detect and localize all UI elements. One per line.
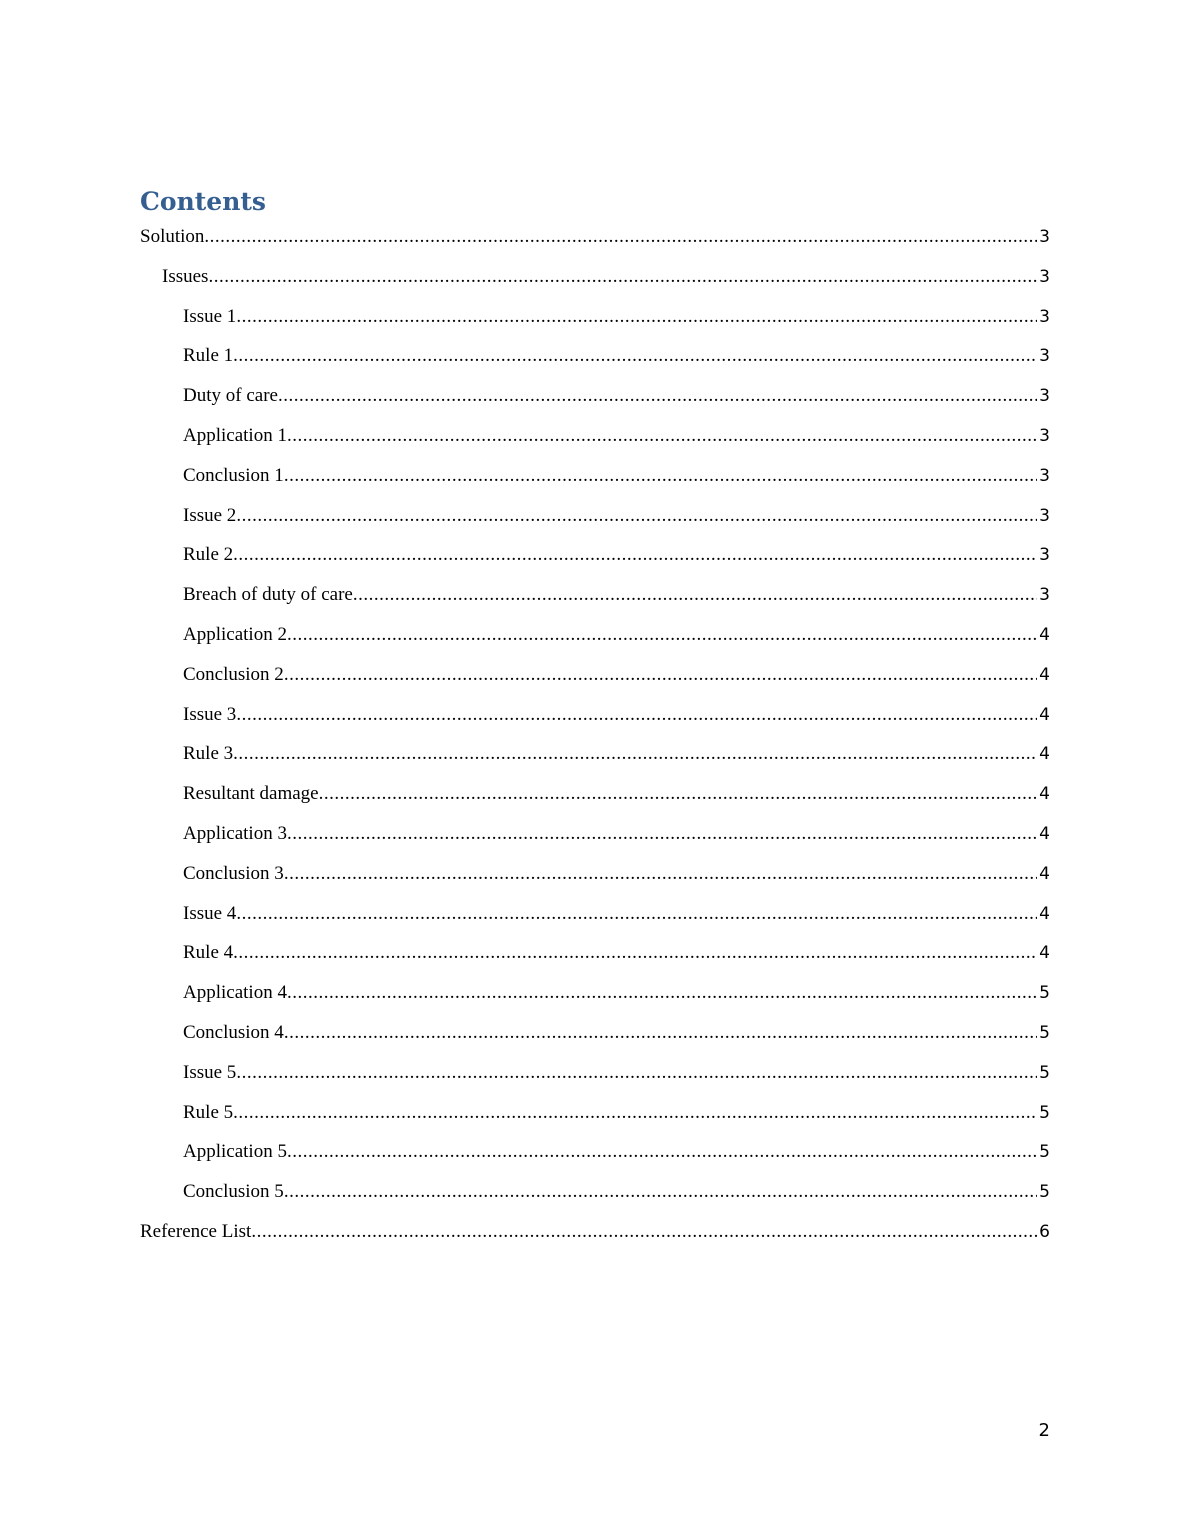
toc-entry[interactable] [140, 859, 1050, 889]
dot-leader [233, 341, 1037, 371]
toc-entry-title[interactable]: Conclusion 2 [183, 663, 284, 685]
toc-entry[interactable] [140, 341, 1050, 371]
dot-leader [287, 620, 1037, 650]
toc-entry[interactable] [140, 660, 1050, 690]
toc-entry-title[interactable]: Conclusion 1 [183, 464, 284, 486]
toc-entry-title[interactable]: Rule 4 [183, 942, 234, 964]
toc-entry-title[interactable]: Rule 2 [183, 544, 234, 566]
toc-entry-page-number[interactable]: 3 [1039, 306, 1050, 327]
table-of-contents [140, 222, 1050, 1247]
dot-leader [287, 819, 1037, 849]
toc-heading: Contents [140, 187, 267, 216]
toc-entry-title[interactable]: Issue 5 [183, 1061, 237, 1083]
toc-entry-page-number[interactable]: 4 [1039, 784, 1050, 805]
dot-leader [284, 859, 1037, 889]
toc-entry[interactable] [140, 779, 1050, 809]
dot-leader [278, 381, 1037, 411]
toc-entry-page-number[interactable]: 6 [1039, 1221, 1050, 1242]
dot-leader [284, 660, 1037, 690]
toc-entry[interactable] [140, 302, 1050, 332]
dot-leader [353, 580, 1037, 610]
toc-entry-page-number[interactable]: 5 [1039, 1062, 1050, 1083]
toc-entry-title[interactable]: Application 3 [183, 822, 287, 844]
toc-entry-title[interactable]: Rule 1 [183, 345, 234, 367]
toc-entry-page-number[interactable]: 5 [1039, 1182, 1050, 1203]
toc-entry-title[interactable]: Application 5 [183, 1141, 287, 1163]
toc-entry-page-number[interactable]: 4 [1039, 624, 1050, 645]
dot-leader [251, 1217, 1037, 1247]
toc-entry-title[interactable]: Conclusion 3 [183, 862, 284, 884]
toc-entry-page-number[interactable]: 3 [1039, 227, 1050, 247]
toc-entry[interactable] [140, 1018, 1050, 1048]
page-number: 2 [1038, 1420, 1050, 1441]
toc-entry-title[interactable]: Breach of duty of care [183, 584, 353, 606]
toc-entry[interactable] [140, 1217, 1050, 1247]
toc-entry-title[interactable]: Conclusion 5 [183, 1181, 284, 1203]
toc-entry-page-number[interactable]: 5 [1039, 1022, 1050, 1043]
dot-leader [233, 1098, 1037, 1128]
toc-entry-page-number[interactable]: 3 [1039, 425, 1050, 446]
toc-entry-page-number[interactable]: 4 [1039, 823, 1050, 844]
toc-entry-page-number[interactable]: 3 [1039, 386, 1050, 407]
toc-entry[interactable] [140, 938, 1050, 968]
toc-entry-title[interactable]: Rule 3 [183, 743, 234, 765]
toc-entry-page-number[interactable]: 3 [1039, 505, 1050, 526]
toc-entry-title[interactable]: Application 4 [183, 982, 287, 1004]
toc-entry-page-number[interactable]: 5 [1039, 983, 1050, 1004]
toc-entry[interactable] [140, 1137, 1050, 1167]
toc-entry[interactable] [140, 1177, 1050, 1207]
dot-leader [204, 222, 1037, 252]
toc-entry[interactable] [140, 1098, 1050, 1128]
toc-entry-page-number[interactable]: 5 [1039, 1142, 1050, 1163]
toc-entry-page-number[interactable]: 4 [1039, 704, 1050, 725]
toc-entry[interactable] [140, 222, 1050, 252]
toc-entry-title[interactable]: Duty of care [183, 385, 278, 407]
toc-entry[interactable] [140, 262, 1050, 292]
toc-entry-page-number[interactable]: 3 [1039, 465, 1050, 486]
toc-entry[interactable] [140, 421, 1050, 451]
dot-leader [236, 302, 1037, 332]
toc-entry-page-number[interactable]: 4 [1039, 664, 1050, 685]
toc-entry[interactable] [140, 978, 1050, 1008]
toc-entry-page-number[interactable]: 3 [1039, 585, 1050, 606]
toc-entry-page-number[interactable]: 5 [1039, 1102, 1050, 1123]
toc-entry[interactable] [140, 620, 1050, 650]
toc-entry[interactable] [140, 1058, 1050, 1088]
toc-entry-title[interactable]: Solution [140, 226, 205, 247]
dot-leader [236, 700, 1037, 730]
toc-entry-page-number[interactable]: 4 [1039, 903, 1050, 924]
toc-entry[interactable] [140, 381, 1050, 411]
toc-entry-title[interactable]: Issue 4 [183, 902, 237, 924]
toc-entry-title[interactable]: Issue 1 [183, 305, 237, 327]
toc-entry[interactable] [140, 700, 1050, 730]
toc-entry-page-number[interactable]: 3 [1039, 266, 1050, 287]
dot-leader [287, 1137, 1037, 1167]
dot-leader [284, 461, 1037, 491]
toc-entry-page-number[interactable]: 4 [1039, 744, 1050, 765]
dot-leader [287, 421, 1037, 451]
dot-leader [233, 540, 1037, 570]
toc-entry-page-number[interactable]: 3 [1039, 346, 1050, 367]
dot-leader [236, 1058, 1037, 1088]
toc-entry-title[interactable]: Application 1 [183, 424, 287, 446]
toc-entry[interactable] [140, 461, 1050, 491]
toc-entry[interactable] [140, 501, 1050, 531]
toc-entry[interactable] [140, 739, 1050, 769]
toc-entry-title[interactable]: Application 2 [183, 623, 287, 645]
toc-entry-title[interactable]: Issues [162, 265, 209, 287]
dot-leader [284, 1018, 1037, 1048]
toc-entry[interactable] [140, 580, 1050, 610]
toc-entry-title[interactable]: Rule 5 [183, 1101, 234, 1123]
toc-entry-title[interactable]: Resultant damage [183, 783, 319, 805]
toc-entry-page-number[interactable]: 3 [1039, 545, 1050, 566]
toc-entry-title[interactable]: Conclusion 4 [183, 1021, 284, 1043]
toc-entry-title[interactable]: Issue 3 [183, 703, 237, 725]
toc-entry[interactable] [140, 819, 1050, 849]
dot-leader [236, 501, 1037, 531]
dot-leader [233, 739, 1037, 769]
toc-entry-page-number[interactable]: 4 [1039, 943, 1050, 964]
toc-entry-title[interactable]: Reference List [140, 1220, 252, 1242]
toc-entry-page-number[interactable]: 4 [1039, 863, 1050, 884]
dot-leader [287, 978, 1037, 1008]
dot-leader [233, 938, 1037, 968]
toc-entry-title[interactable]: Issue 2 [183, 504, 237, 526]
dot-leader [284, 1177, 1037, 1207]
dot-leader [208, 262, 1037, 292]
toc-entry[interactable] [140, 899, 1050, 929]
dot-leader [236, 899, 1037, 929]
dot-leader [319, 779, 1037, 809]
toc-entry[interactable] [140, 540, 1050, 570]
